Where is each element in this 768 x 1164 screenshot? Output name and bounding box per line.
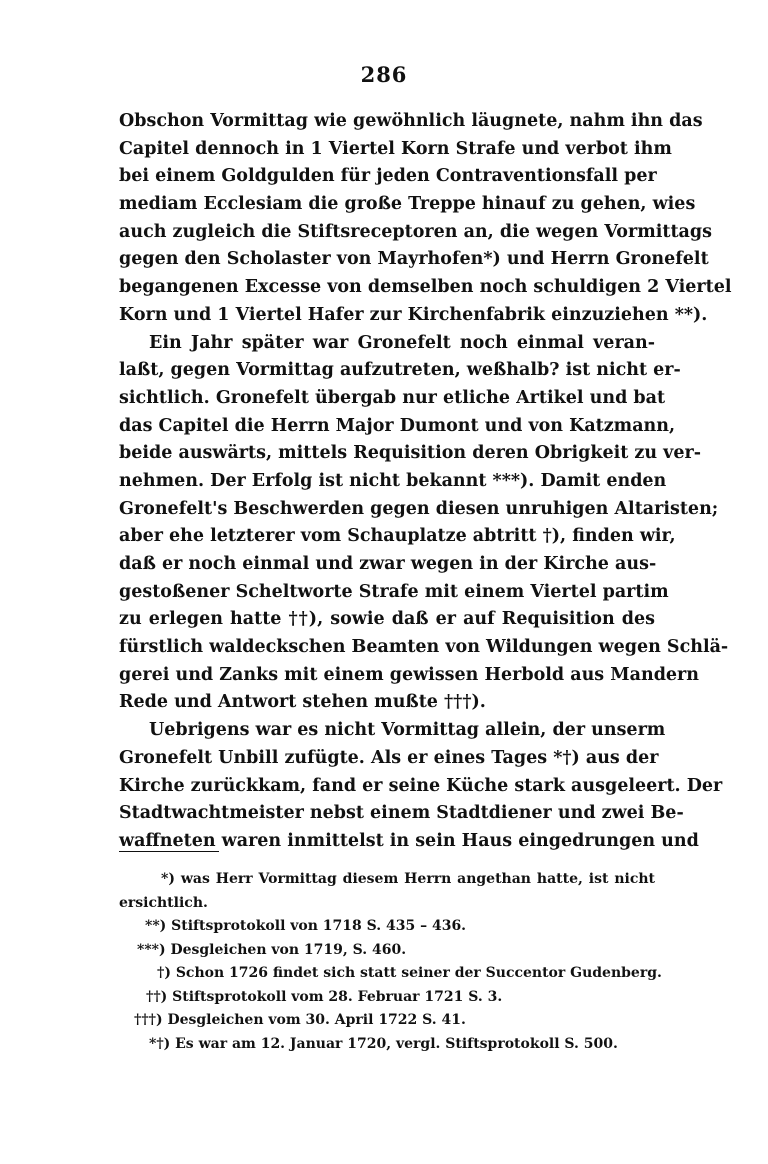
text-line: Rede und Antwort stehen mußte †††). [119,692,486,713]
text-line: zu erlegen hatte ††), sowie daß er auf Requisition des [119,609,655,630]
text-line: beide auswärts, mittels Requisition deren Obrigkeit zu ver- [119,443,701,464]
text-line: Stadtwachtmeister nebst einem Stadtdiener und zwei Be- [119,803,684,824]
footnote-divider [119,851,219,852]
text-line: gerei und Zanks mit einem gewissen Herbold aus Mandern [119,664,700,685]
text-line: nehmen. Der Erfolg ist nicht bekannt ***). Damit enden [119,470,667,491]
page-number: 286 [360,62,408,87]
text-line: fürstlich waldeckschen Beamten von Wildungen wegen Schlä- [119,637,729,658]
text-line: Obschon Vormittag wie gewöhnlich läugnete, nahm ihn das [119,111,703,131]
text-line: mediam Ecclesiam die große Treppe hinauf zu gehen, wies [119,194,696,215]
text-line: Gronefelt's Beschwerden gegen diesen unruhigen Altaristen; [119,498,719,519]
text-line: Gronefelt Unbill zufügte. Als er eines Tages *†) aus der [119,747,659,768]
footnote: †) Schon 1726 findet sich statt seiner der Succentor Gudenberg. [157,965,662,981]
footnote: **) Stiftsprotokoll von 1718 S. 435 – 436. [145,918,467,934]
text-line: aber ehe letzterer vom Schauplatze abtritt †), finden wir, [119,526,676,547]
text-line: Korn und 1 Viertel Hafer zur Kirchenfabrik einzuziehen **). [119,304,708,325]
text-line: gestoßener Scheltworte Strafe mit einem Viertel partim [119,581,669,602]
footnote: *†) Es war am 12. Januar 1720, vergl. Stiftsprotokoll S. 500. [149,1035,618,1052]
text-line: sichtlich. Gronefelt übergab nur etliche Artikel und bat [119,387,666,408]
text-line: laßt, gegen Vormittag aufzutreten, weßhalb? ist nicht er- [119,360,681,381]
footnote: ersichtlich. [119,894,208,911]
text-line: Kirche zurückkam, fand er seine Küche stark ausgeleert. Der [119,775,723,796]
text-line: waffneten waren inmittelst in sein Haus eingedrungen und [119,830,699,851]
text-line: gegen den Scholaster von Mayrhofen*) und Herrn Gronefelt [119,249,709,270]
text-line: auch zugleich die Stiftsreceptoren an, die wegen Vormittags [119,221,712,242]
footnote: *) was Herr Vormittag diesem Herrn angethan hatte, ist nicht [161,871,655,887]
text-line: begangenen Excesse von demselben noch schuldigen 2 Viertel [119,277,732,298]
text-line: das Capitel die Herrn Major Dumont und von Katzmann, [119,415,676,436]
text-line: Uebrigens war es nicht Vormittag allein, der unserm [149,720,666,741]
footnote: ††) Stiftsprotokoll vom 28. Februar 1721 S. 3. [146,988,503,1005]
footnote: †††) Desgleichen vom 30. April 1722 S. 41. [134,1012,466,1028]
text-line: daß er noch einmal und zwar wegen in der Kirche aus- [119,554,657,574]
footnote: ***) Desgleichen von 1719, S. 460. [137,941,407,958]
text-line: Capitel dennoch in 1 Viertel Korn Strafe und verbot ihm [119,138,672,159]
body-text [119,108,732,856]
text-line: Ein Jahr später war Gronefelt noch einmal veran- [149,332,655,353]
text-line: bei einem Goldgulden für jeden Contraventionsfall per [119,166,657,187]
footnotes [119,868,662,1056]
